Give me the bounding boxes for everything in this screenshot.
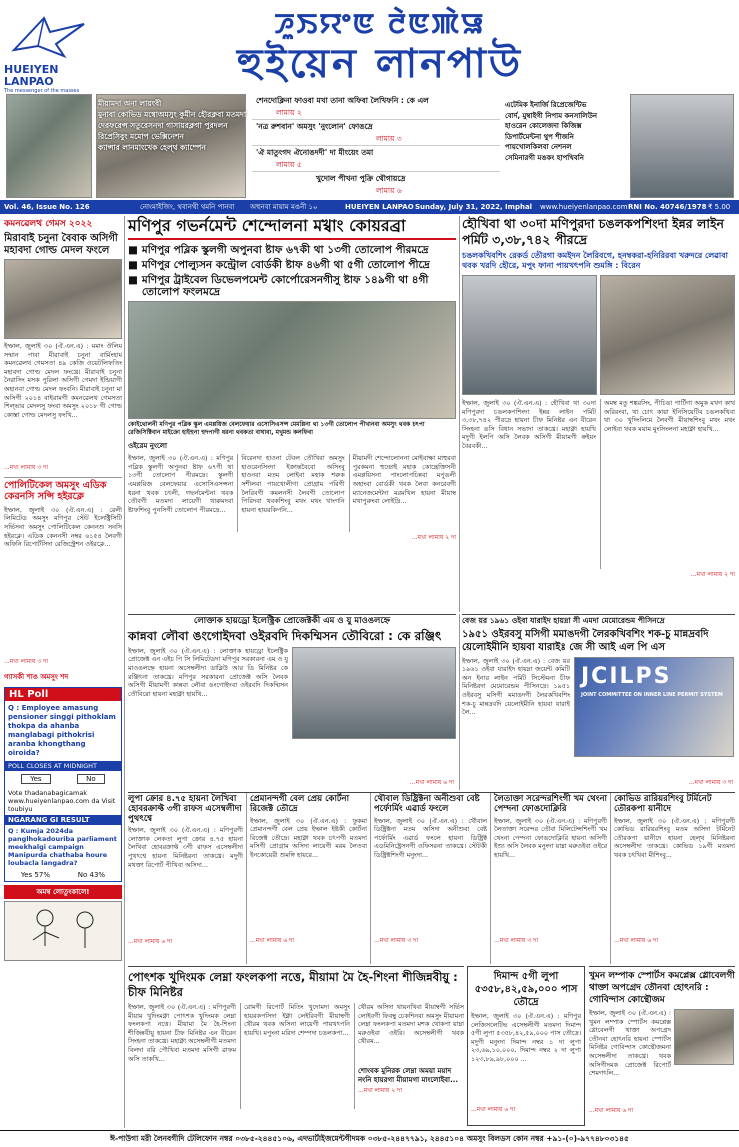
column-divider <box>124 216 125 1128</box>
logo <box>4 10 94 94</box>
story-a-photo <box>292 647 456 739</box>
cw-more[interactable]: ...মখা লামায় ৩ দা <box>4 464 49 471</box>
lead-body-columns <box>128 454 456 532</box>
lead-headline: মণিপুর গভর্নমেন্ট শেন্দোলনা মখ্বাং কোয়রব্রা <box>128 216 456 240</box>
story-b-kicker: বেজ য়র ১৯৬১ ওইবা যারাইদ হায়দ্না সী এমদা মেমোরেন্ডম পীসিনদ্রে <box>462 616 665 625</box>
right-lead-body <box>462 399 735 569</box>
lead-body-1: ইম্ফাল, জুলাই ৩০ (ঐ.এন.এ) : মণিপুর পব্লিক স্কুলগী অপুনবা ষ্টাফ ৬৭গী থা ১৩গী তোলোপ পীরমদ্রে। স্কুলগী এমপ্লয়িজ বেলফেয়ার এসোসিএসন্সনা ধরনা থবক চৎলী, গভর্নমেন্টনা থবক তৌবগী মতমদা লায়েগী থারুমদবা ষ্টাফশিংবু পুনসিগী তোলোপ পীরমদ্রে... <box>128 454 234 514</box>
hl-poll-box <box>4 687 122 882</box>
row4-left-body-2: রোমগী রিপোর্ট মিতিং খুদোমদা অমসুং হায়রকপসিদা ইক্না লেইরিবগী মীয়াম্বগী থৌরম থবক অসিনা লায়েগী পায়খৎপনি হায়খি। মপুংনা মরিদা শেম্পদা চঙলকপা... <box>240 1003 350 1109</box>
bullet-icon: ■ <box>128 259 138 272</box>
story-b-more[interactable]: ...মখা লামায় ৩ দা <box>688 779 733 786</box>
lead-story <box>128 216 456 612</box>
bullet-icon: ■ <box>128 274 138 287</box>
footer-bar <box>0 1130 739 1147</box>
row3-story: লুপা ক্রোর ৪.৭৫ হায়না লৈখিবা হোবরক্রাফ্ট ৩গী রাফস এসেম্বলীদা পুথৎশ্বে ইম্ফাল, জুলাই ৩০ (ঐ.এন.এ) : মণিপুরগী লোক্তাক লেকতা লুপা ক্রোর ৪.৭৫ হায়না লৈখিবা হোবরক্রাফ্ট ৩গী রাফস এসেম্বলীদা পুথৎশ্বে হায়না মিনিষ্টরনা তাকখ্রে। মদুগী মথক্তা রিপোর্ট পীখিবা অসিদা... ...মখা লামায় ৬ দা <box>128 794 243 946</box>
cw-photo <box>4 259 122 339</box>
right-lead-sub: চঙলকখিবশিং রেকর্ড তৌরগা কমইদন লৈরিবগে, হনম্বকরা-হনিরিরবা খরুদরে লেৱাবা থবক খরদি হৌরে, মপুং ফানা পায়খৎপনি শুমঙ্গি : বিরেন <box>462 251 728 270</box>
column-divider <box>459 614 460 790</box>
story-a <box>128 614 456 790</box>
ear-left-photo <box>6 94 92 198</box>
logo-sub: The messenger of the masses <box>4 88 80 94</box>
lead-body-2: বিরেনদা হাওনা টেবল তৌখিবা অমসুং হাওরেনসিংদা ইক্রান্তবৈবো অসিংবু হাওনবা মতম লোইবা মহাক শরুক সশীলবা পায়খোলীগা প্রোগ্রাম পরিগী লৈরিবগী কমলনসী লৈবগী তোলোপ পিরিদবা থবকশিংবু মথং মথং খাংগনি হায়না হায়রকিপনি... <box>237 454 344 532</box>
index-item[interactable]: 'নত্র রুশবান' অমসুং 'নুংলোন' ফোঙদ্রে লামায় ৩ <box>252 120 500 146</box>
lead-bullet: ■ মণিপুর পোল্যুসন কন্ট্রোল বোর্ডকী ষ্টাফ ৪৬গী থা ৫গী তোলোপ পীদ্রে <box>128 259 430 272</box>
poll-headline: পোলিটিকেল অমসুং এডিক কেরনসি সন্সি হইরক্লে <box>4 477 122 503</box>
row4-mid <box>467 966 585 1126</box>
ear-right-text: এটেমিক ইনার্জি রিপ্রেজেন্টিভ বোর্দ, মুম্বাইগী নিপাম কনসালিউন হাওরেন কোলেজদা কিজিক্স ডিপার্টমেন্টনা থুপ শীজনি পায়খোলকিলবা নেশনল সেমিনারগী মঙকং হাপখিবনি <box>505 101 598 162</box>
local-date: নোংমাইজিং, থবানথী থমনি পানবা <box>140 203 235 211</box>
index-item[interactable]: 'ঐ মাতুংগদ ঐনোঙদদী' দা মীংয়েং তমা লামায় ৫ <box>252 146 500 172</box>
lead-photo-caption: কোইথোলনী মণিপুর পব্লিক স্কুল এমপ্লয়িজ বেলফেয়ার এসোসিএসন্স মেমপ্লিনা থা ১৩গী তোলোপ পীখানবা অমসুং থবক চৎপা রেজিসিক্টিবান মাইক্রো হাইহুনা হুদপাগী ধরনা থবকতা বাঘাবা, মখুমন্ড কলফিবা <box>128 421 425 437</box>
row4-right-more[interactable]: ...মখা লামায় ৬ দা <box>589 1107 634 1114</box>
right-lead-photo-1 <box>462 275 597 395</box>
right-lead-photo-2 <box>600 275 735 395</box>
right-lead-story <box>462 216 735 612</box>
column-divider <box>459 216 460 612</box>
masthead-title: হুইয়েন লানপাউ <box>237 41 523 87</box>
footer-text: ঈ-পাউগা মরী লৈনবগীদি টেলিফোন নম্বর ০৩৮৫-২৪৪৫১০৬, এদভার্টাইজমেন্টগীদমক ০৩৮৫-২৪৪৭৭৯১, ২৪৪৫১০৪ অমসুং বিলডস কোন নম্বর +৯১-(০)-৯৭৭৪৮০৩১৪৫ <box>110 1134 629 1143</box>
row4-right-photo <box>674 1009 734 1065</box>
story-b-headline: ১৯৫১ ওইরবসু মসিগী মমাঙদগী লৈরকখিবশিং শক-চু মান্নদ্রবদি য়েলোইমীনি হায়বা যারাইঃ জে সী আই এল পি এস <box>462 628 709 653</box>
lead-more[interactable]: ...মখা লামায় ২ দা <box>411 534 456 542</box>
cw-headline: মিরাবাই চনুনা বৈবাক অসিগী মহাবদা গোল্ড মেদল ফংলে <box>4 233 118 256</box>
story-a-more[interactable]: ...মখা লামায় ৬ দা <box>409 779 454 786</box>
lead-body-3: মীয়ামদী শেন্দোলোননা মোইবাক্ষা মাহুরবা পুরকমনা হুন্দ্রোই মহাক কোন্ত্রেক্তিসনী এমপ্লয়িসনা পাংলোপচিন্নবা মপুঙলী অহাংবা বোর্ডকী থবক লৈবা কনরেবগী ম্যানেজমেন্টদা মরমখিল হায়না মীয়াম্ব মখাপুরুংবা লোইদ্রি... <box>349 454 456 532</box>
row4-right-content <box>589 1009 735 1105</box>
story-b <box>462 614 735 790</box>
hl-poll-options <box>5 771 121 787</box>
cartoon-figure-icon <box>5 902 121 960</box>
index-item[interactable]: খুদোল পীখনা পুক্রি থৌগায়দ্রে লামায় ৬ <box>316 174 406 195</box>
index-box <box>252 94 500 198</box>
row4-right-headline: খুমন লম্পাক স্পোর্টস কমপ্লেক্স গ্লোবেলগী থাক্তা অপগ্রেদ তৌনবা হোৎনরি : গোবিন্দাস কোন্থৌজম <box>589 971 735 1005</box>
row4-left-more[interactable]: ...মখা লামায় ২ দা <box>358 1087 403 1094</box>
row3-story: থৌবাল ডিষ্ট্রিক্টনা অনীশুবা বেষ্ট পর্ফোর্মিং এৱার্ড ফংলে ইম্ফাল, জুলাই ৩০ (ঐ.এন.এ) : থৌবাল ডিষ্ট্রিক্টনা মতম অসিদা অনীশুবা বেষ্ট পর্ফোর্মিং এৱার্ড ফংলে হায়না ডিষ্ট্রিক্ট এডমিনিষ্ট্রেসনগী ওফিসরনা তাকখ্রে। স্টেটকী ডিষ্ট্রিক্টশিংগী মনুংদা... ...মখা লামায় ৩ দা <box>370 793 490 964</box>
row4-left-body-1: ইম্ফাল, জুলাই ৩০ (ঐ.এন.এ) : মণিপুরগী মীয়াম খুদিংমক্না পোৎশক খুদিংমক লেম্না ফংলকপা নত্তে। মীয়ামা মৈ হৈ-শিংনা শীজিন্নবীয়ু হায়না চীফ মিনিষ্টর এন বীরেন সিংহনা তাকখ্রে। মহাক্না অসেম্বলীগী মতমদা বিলদা বরি পৌখিবা মতমদা মসিগী ৱাফম অসি তাকখি... <box>128 1003 236 1063</box>
story-a-kicker: লোক্তাক হায়ড্রো ইলেক্ট্রিক প্রোজেক্টকী এম ও যু মাওঙলহ্নে <box>193 616 391 626</box>
left-column <box>4 216 122 1128</box>
story-b-photo <box>574 657 734 757</box>
poll-more[interactable]: ...মখা লামায় ৩ দা <box>4 657 49 665</box>
bullet-icon: ■ <box>128 244 138 256</box>
result-title: NGARANG GI RESULT <box>5 815 121 825</box>
poll-body: ইম্ফাল, জুলাই ৩০ (ঐ.এন.এ) : রেলী লিমিটেড অমসুং মণিপুর স্টেট ইলেক্ট্রিসিটি সৰ্ভিসনা অমসুং পোলিটিকেল কেননশু সনসি হইরক্লে। এডিক কেননসী নম্বর ৬১৫৪ লৈবগী অফিনি রিপোর্টসিদা রেজিস্ট্রেশন ওইরক্লে... <box>4 505 122 549</box>
volume: Vol. 46, Issue No. 126 <box>4 203 90 211</box>
story-b-content <box>462 657 735 775</box>
masthead <box>0 0 739 92</box>
cw-body: ইম্ফাল, জুলাই ৩০ (ঐ.এন.এ) : মমাং ঔলিম সম্মান পাবা মীরাবাই চনুনা বার্মিংহাম কমনৱেলথ গেমসতা ৪৯ কেজি ওয়েটলিফতিং মহাবদা গোল্ড মেদল ফংখ্রে। মীরাবাই চনুনা নৈরাসিং মসক পুরিলা অসিগী গেমদা ইন্ডিয়াগী অহানবা গোল্ড মেদল ফংবনি। মীরাবাই চনুনা মা অসিগী ২০১৪ বাইরামগী কমনৱেলথ গেমসতা শিল্ভার মেদলসু ফংবা অমসুং ২০১৮ গী গোল্ড কোস্তা গোল্ড মেদলসু ফংখি... <box>4 342 122 419</box>
hl-poll-yes[interactable]: Yes <box>21 774 50 784</box>
lead-byline: ওইরেম নুংলো <box>128 442 168 451</box>
ear-right-photo <box>630 94 734 198</box>
row4-left-body <box>128 1003 464 1109</box>
cw-title: কমনৱেলথ গেমস ২০২২ <box>4 219 93 229</box>
index-item[interactable]: শেনদোক্লিনা ফাওবা মখা তানা অফিবা লৈখিফনি : কে এল লামায় ২ <box>252 94 500 120</box>
lead-bullet: ■ মণিপুর ট্রাইবেল ডিভেলপমেন্ট কোর্পোরেসনগীসু ষ্টাফ ১৪৯গী থা ৪গী তোলোপ ফংলমদ্রে <box>128 274 429 299</box>
lead-bullet: ■ মণিপুর পব্লিক স্কুলগী অপুনবা ষ্টাফ ৬৭কী থা ১৩গী তোলোপ পীরমদ্রে <box>128 244 429 256</box>
row4-mid-body: ইম্ফাল, জুলাই ৩০ (ঐ.এন.এ) : মণিপুর লেজিসলেটিভ এসেম্বলীগী মতমদা দিমান্দ ৫গী লুপা ৫৩৫৮,৪২,৫৯,০০০ পাস তৌদ্রে। মদুগী মনুংদা দিমান্দ নম্বর ১ দা লুপা ২৩,৬৯,১০,০০০, দিমান্দ নম্বর ২ দা লুপা ১২৩,৮৯,৯৮,০০০ ... <box>471 1012 581 1063</box>
hl-poll-vote[interactable]: Vote thadanabagicamak www.hueiyenlanpao.com da Visit toubiyu <box>8 788 116 813</box>
cartoon <box>4 901 122 961</box>
issue-date: Sunday, July 31, 2022, Imphal <box>415 203 533 211</box>
hl-poll-question: Q : Employee amasung pensioner singgi pithoklam thokpa da ahanba manglabagi pithokrisi aranba khongthang oiroida? <box>8 703 116 757</box>
right-lead-headline: হৌখিবা থা ৩০দা মণিপুরদা চঙলকপশিংদা ইন্নর লাইন পর্মিট ৩,৩৮,৭৪২ পীরদ্রে <box>462 216 724 247</box>
logo-text: HUEIYEN LANPAO <box>4 63 59 88</box>
ear-row <box>0 92 739 200</box>
paper-name: HUEIYEN LANPAO <box>345 203 414 211</box>
row3-story: লৈতাক্তা সরেন্দরশিংগী খম থেংনা পেম্দনা ফোঙদোক্লিরি ইম্ফাল, জুলাই ৩০ (ঐ.এন.এ) : মণিপুরগী লৈতাক্তা সরেন্দর তৌবা মিলিটেন্সশিংগী খম থেংনা পেম্দনা ফোঙদোক্লিরি হায়না অসিগী ইশ্যু অসি লৈবক মনুংদা য়াম্না মরুওইবা ওইরে হায়খি... ...মখা লামায় ৩ দা <box>490 793 610 964</box>
local-date-2: অহুনবা মায়াম মঙনী ১০ <box>250 203 318 211</box>
story-a-headline: কান্নবা লৌবা ঙংগোইদবা ওইরবদি দিকম্মিসন তৌবিরো : কে রঞ্জিৎ <box>128 628 442 643</box>
jcilps-banner: JCILPS <box>581 663 672 689</box>
hl-poll-no[interactable]: No <box>77 774 105 784</box>
masthead-tagline: ꯍꯨꯏꯌꯦꯟ ꯂꯥꯟꯄꯥꯎ <box>274 7 486 40</box>
right-lead-more[interactable]: ...মখা লামায় ২ দা <box>690 571 735 578</box>
row4-left-body-3: থৌরম অসিদা থায়নখিবা মীয়াম্বগী সর্ভিস লোইবগী ফিবম্বু চেকশিনবা অমসুং মীয়ামনা লেম্না ফংলকপা মতমদা মশক থোকপা য়াম্না মরুওইবা ওইরি। অসেম্বলীগী থবক থৌরম... <box>358 1003 464 1046</box>
crane-logo-icon <box>4 10 94 60</box>
rni: RNI No. 40746/1978 <box>628 203 707 211</box>
info-bar <box>0 200 739 214</box>
lead-bullets <box>128 244 456 298</box>
row3 <box>128 792 735 964</box>
result-no: No 43% <box>77 870 106 879</box>
row4-mid-more[interactable]: ...মখা লামায় ৬ দা <box>471 1106 516 1113</box>
row4-right-body: ইম্ফাল, জুলাই ৩০ (ঐ.এন.এ) : খুমন লম্পাক স্পোর্টস কমপ্লেক্স গ্লোবেলগী থাক্তা অপগ্রেদ তৌনবা হোৎনরি হায়না স্পোর্টস মিনিষ্টর গোবিন্দাস কোন্থৌজমনা অসেম্বলীদা তাকখ্রে। থবক অসিগীদমক প্রোজেক্ট রিপোর্ট শেমগৎলি... <box>589 1009 671 1078</box>
right-lead-body-1: ইম্ফাল, জুলাই ৩০ (ঐ.এন.এ) : হৌখিবা থা ৩০দা মণিপুরদা চঙলকপশিংদা ইন্নর লাইন পর্মিট ৩,৩৮,৭৪২ পীরদ্রে হায়না চীফ মিনিষ্টর এন বীরেন সিংহনা ঙসি বিধান সভাদা তাকখ্রে। মহাক্না হায়খি মদুগী ইলপি অসি লৈবক অসিগী মীয়ামগী ৰুইয়ং বৈরবকী... <box>462 399 596 450</box>
row4-left-headline: পোৎশক খুদিংমক লেম্না ফংলকপা নত্তে, মীয়ামা মৈ হৈ-শিংনা শীজিন্নবীয়ু : চীফ মিনিষ্টর <box>128 970 458 999</box>
lead-photo <box>128 301 456 419</box>
story-b-body: ইম্ফাল, জুলাই ৩০ (ঐ.এন.এ) : বেজ য়র ১৯৬১ ওইবা যারাইদ হায়দ্না জয়েন্ট কমিটি অন ইনার লাইন পর্মিট সিস্টেমনা চীফ মিনিষ্টরদা মেমোরেন্ডম পীসিনদ্রে। ১৯৫১ ওইরবসু মসিগী মমাঙদগী লৈরকখিবশিং শক-চু মান্নদ্রবদি য়েলোইমীনি হায়বা যারাই লৈ... <box>462 656 570 717</box>
row4-right <box>589 966 735 1126</box>
story-a-body: ইম্ফাল, জুলাই ৩০ (ঐ.এন.এ) : লোক্তাক হায়ড্রো ইলেক্ট্রিক প্রোজেক্ট এন এইচ পি সি লিমিটেডদা মণিপুর সরকারনা এম ও যু মাওঙলহ্নে হায়না অসেম্বলীদা ডাব্লিউ আর ডি মিনিষ্টর কে রঞ্জিৎনা তাকখ্রে। মণিপুর সরকারনা প্রোজেক্ট অসি লৈবক অসিগী মীয়ামগী কান্নবা লৌবা ঙংগোইদবা ওইরবদি দিকম্মিসন তৌবিরো হায়না মহাক্না হায়খি... <box>128 646 288 698</box>
gas-label: গ্যাসকী শাঙ অমসুং শদ <box>4 672 69 681</box>
right-lead-photos <box>462 275 735 395</box>
jcilps-banner-sub: JOINT COMMITTEE ON INNER LINE PERMIT SYSTEM <box>581 691 723 698</box>
row4-mid-headline: দিমান্দ ৫গী লুপা ৫৩৫৮,৪২,৫৯,০০০ পাস তৌদ্রে <box>474 971 578 1008</box>
cartoon-caption: অমম্ব লোতুংকালে! <box>4 885 122 899</box>
hl-poll-closes: POLL CLOSES AT MIDNIGHT <box>5 761 121 771</box>
result-yes: Yes 57% <box>20 870 50 879</box>
row4-left-body-3-wrap <box>354 1003 464 1109</box>
result-values <box>5 869 121 881</box>
hl-poll-title: HL Poll <box>5 688 121 701</box>
story-a-content <box>128 647 456 775</box>
ear-left-text: মীয়ামদা অনা লায়ংবী মুনাবা কোভিড মম্বোঅমসুং কুমীন হৌরক্লবা মতমদা দেরফরেন্স সতুরেসনদা গাসায়রক্লগা পুরদলন রিপ্রেসিবুং মমোপ ভেক্সিনেশন ক্যান্সার লানমাংখেক হেল্থ ক্যাম্পেন <box>98 99 247 152</box>
website-link[interactable]: www.hueiyenlanpao.com <box>540 203 628 211</box>
row3-story: প্রেমানন্দগী বেল প্রেয় কোর্টনা রিজেক্ট তৌদ্রে ইম্ফাল, জুলাই ৩০ (ঐ.এন.এ) : ফুকমা প্রেমানন্দগী বেল প্রেয় ইম্ফাল ইষ্টকী কোর্টনা রিজেক্ট তৌদ্রে। মহাক্না থবক চৎপগী মতমদা মসিগী প্রোগ্রাম অসিদা লায়েগী মরম লৈতবা ইনকোয়েরী শুমঙ্গি হায়রে... ...মখা লামায় ৬ দা <box>246 793 370 964</box>
result-question: Q : Kumja 2024da panglhokadouriba parliament meekhalgi campaign Manipurda chathaba houre loubacla langadra? <box>8 826 117 867</box>
right-lead-body-2: অমম্ব মতু শঙ্করসিং, পীচিঙা পার্টিগা অমুক মখগ কাথ অরিরংবা, থা চোৎ কায়া ইনিসিয়েটিব চঙলকখিবা থা ৩০ খুদিংলিমে লৈবগী মীয়াম্বশিংবু মথং মথং লোইবা থবক ময়াম মুংসিংলনা মহাক্না হায়খি... <box>600 399 735 569</box>
row3-story: কোভিড রারিয়রশিংবু টর্মিনেট তৌরকপা য়ানীদে ইম্ফাল, জুলাই ৩০ (ঐ.এন.এ) : মণিপুরগী কোভিড রারিয়রশিংবু মতম অসিদা টর্মিনেট তৌরকপা য়ানীদে হায়না হেল্থ মিনিষ্টরনা অসেম্বলীদা তাকখ্রে। কোভিড ১৯গী মতমদা থবক চৎখিবা মীশিংবু... ...মখা লামায় ৬ দা <box>610 793 735 964</box>
row4-left <box>128 966 464 1126</box>
row4-left-quote: শোংবক মুনিরক লেম্না অময়া ময়াদ নংনি হায়রগা মীয়ামগা মাংলোইবা... <box>358 1067 459 1084</box>
price: ₹ 5.00 <box>708 203 731 211</box>
